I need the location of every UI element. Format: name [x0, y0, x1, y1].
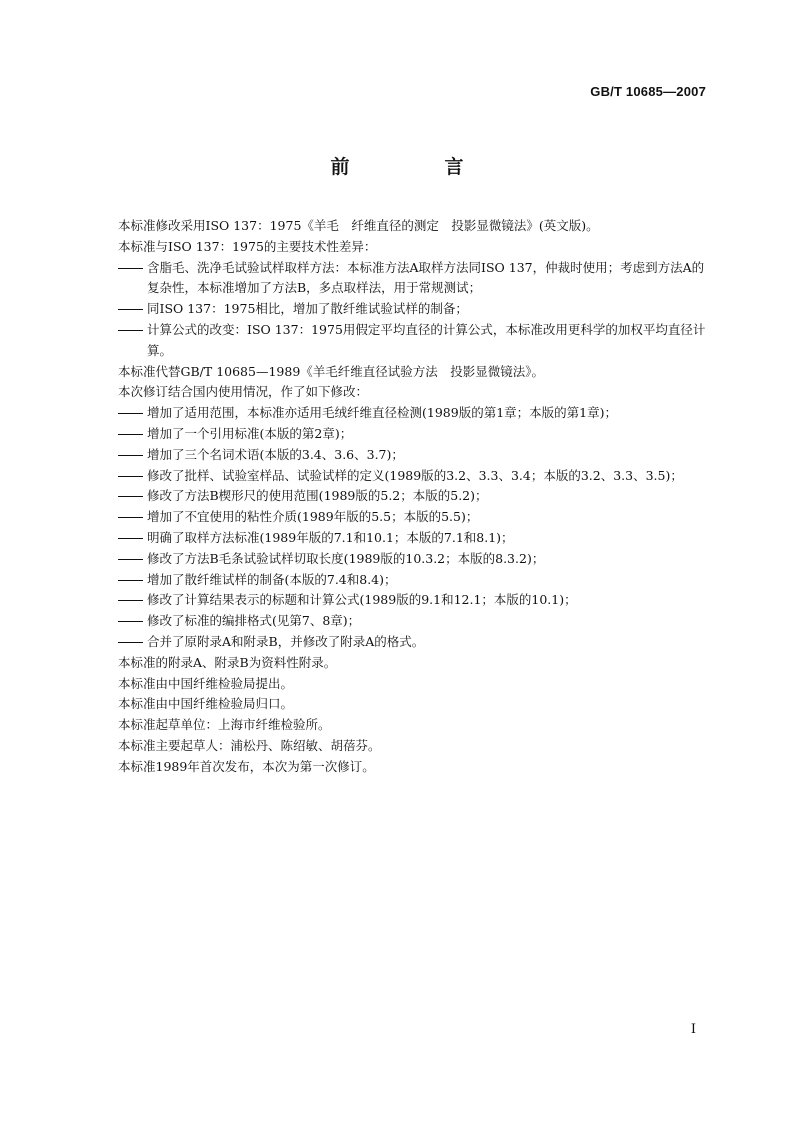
list-item-text: 修改了标准的编排格式(见第7、8章)； — [147, 613, 361, 629]
list-item — [118, 424, 708, 445]
list-item-text: 增加了一个引用标准(本版的第2章)； — [147, 425, 353, 441]
paragraph: 本标准与ISO 137：1975的主要技术性差异： — [118, 238, 377, 254]
list-item-text: 修改了方法B毛条试验试样切取长度(1989版的10.3.2；本版的8.3.2)； — [147, 550, 545, 566]
list-item-text: 增加了不宜使用的粘性介质(1989年版的5.5；本版的5.5)； — [147, 509, 479, 525]
paragraph: 本标准主要起草人：浦松丹、陈绍敏、胡蓓芬。 — [118, 737, 381, 753]
list-item — [118, 611, 708, 632]
list-item — [118, 486, 708, 507]
em-dash-marker — [118, 455, 143, 456]
em-dash-marker — [118, 642, 143, 643]
em-dash-marker — [118, 517, 143, 518]
paragraph: 本标准由中国纤维检验局提出。 — [118, 675, 294, 691]
em-dash-marker — [118, 434, 143, 435]
em-dash-marker — [118, 476, 143, 477]
list-item-text: 增加了散纤维试样的制备(本版的7.4和8.4)； — [147, 571, 397, 587]
list-item — [118, 320, 708, 362]
list-item-text: 合并了原附录A和附录B，并修改了附录A的格式。 — [147, 633, 425, 649]
list-item-text: 增加了三个名词术语(本版的3.4、3.6、3.7)； — [147, 446, 404, 462]
list-item — [118, 632, 708, 653]
em-dash-marker — [118, 580, 143, 581]
paragraph: 本标准1989年首次发布，本次为第一次修订。 — [118, 758, 375, 774]
em-dash-marker — [118, 309, 143, 310]
list-item — [118, 507, 708, 528]
em-dash-marker — [118, 538, 143, 539]
list-item — [118, 528, 708, 549]
list-item — [118, 590, 708, 611]
list-item — [118, 549, 708, 570]
list-item — [118, 466, 708, 487]
paragraph: 本标准修改采用ISO 137：1975《羊毛 纤维直径的测定 投影显微镜法》(英文版)。 — [118, 218, 599, 233]
document-body — [118, 216, 708, 778]
em-dash-marker — [118, 600, 143, 601]
page-number: I — [690, 1022, 696, 1037]
em-dash-marker — [118, 413, 143, 414]
list-item-text: 修改了方法B楔形尺的使用范围(1989版的5.2；本版的5.2)； — [147, 488, 488, 504]
list-item-text: 含脂毛、洗净毛试验试样取样方法：本标准方法A取样方法同ISO 137，仲裁时使用；考虑到方法A的复杂性，本标准增加了方法B，多点取样法，用于常规测试； — [147, 259, 705, 296]
em-dash-marker — [118, 268, 143, 269]
list-item — [118, 299, 708, 320]
page-title: 前 言 — [330, 156, 502, 178]
list-item — [118, 403, 708, 424]
em-dash-marker — [118, 330, 143, 331]
list-item — [118, 258, 708, 300]
list-item-text: 修改了批样、试验室样品、试验试样的定义(1989版的3.2、3.3、3.4；本版的3.2、3.3、3.5)； — [147, 467, 683, 483]
em-dash-marker — [118, 496, 143, 497]
paragraph: 本次修订结合国内使用情况，作了如下修改： — [118, 384, 369, 400]
em-dash-marker — [118, 559, 143, 560]
paragraph: 本标准的附录A、附录B为资料性附录。 — [118, 654, 337, 670]
list-item-text: 明确了取样方法标准(1989年版的7.1和10.1；本版的7.1和8.1)； — [147, 529, 514, 545]
paragraph: 本标准由中国纤维检验局归口。 — [118, 696, 294, 712]
standard-code: GB/T 10685—2007 — [590, 84, 706, 99]
list-item-text: 增加了适用范围，本标准亦适用毛绒纤维直径检测(1989版的第1章；本版的第1章)； — [147, 405, 617, 421]
list-item-text: 修改了计算结果表示的标题和计算公式(1989版的9.1和12.1；本版的10.1)； — [147, 592, 577, 608]
paragraph: 本标准起草单位：上海市纤维检验所。 — [118, 717, 331, 733]
list-item-text: 同ISO 137：1975相比，增加了散纤维试验试样的制备； — [147, 301, 468, 317]
list-item — [118, 570, 708, 591]
em-dash-marker — [118, 621, 143, 622]
paragraph: 本标准代替GB/T 10685—1989《羊毛纤维直径试验方法 投影显微镜法》。 — [118, 363, 545, 379]
list-item — [118, 445, 708, 466]
list-item-text: 计算公式的改变：ISO 137：1975用假定平均直径的计算公式，本标准改用更科学的加权平均直径计算。 — [147, 321, 706, 358]
